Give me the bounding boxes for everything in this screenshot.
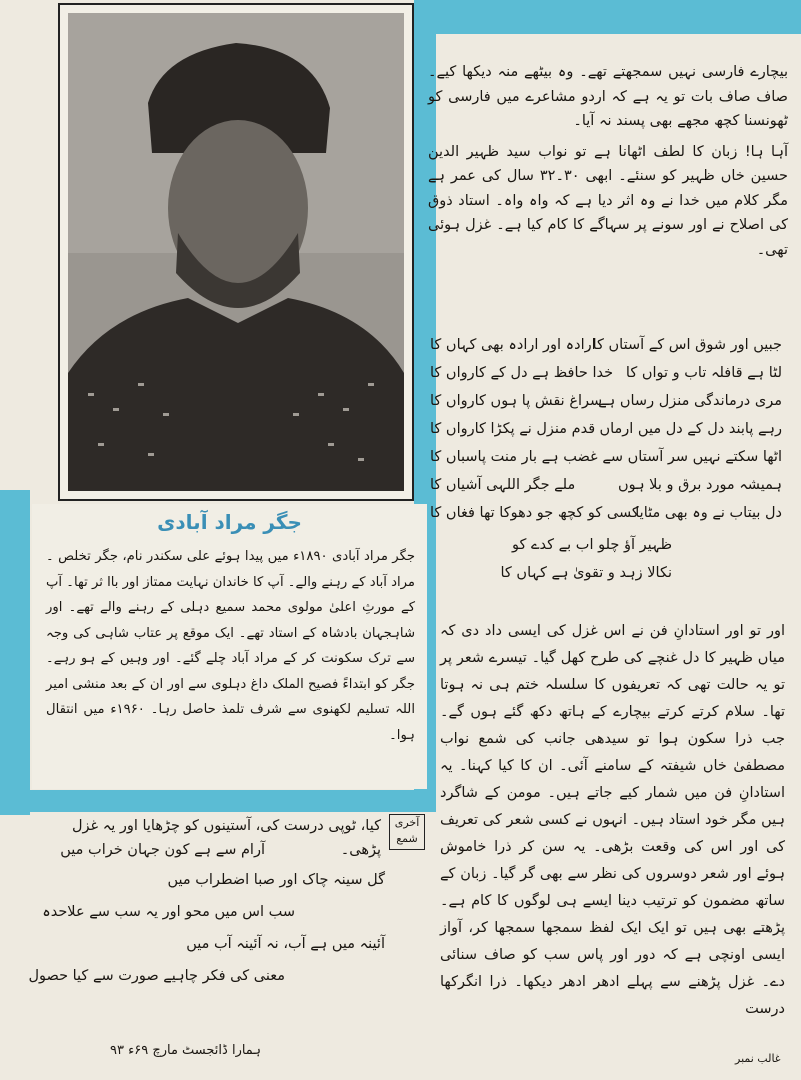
footer-magazine: ہمارا ڈائجسٹ مارچ ۶۹ء ۹۳ xyxy=(110,1043,261,1058)
footer-section: غالب نمبر xyxy=(735,1052,781,1065)
intro-text: کیا، ٹوپی درست کی، آستینوں کو چڑھایا اور یہ غزل پڑھی۔ xyxy=(71,818,381,858)
paragraph-1: بیچارے فارسی نہیں سمجھتے تھے۔ وہ بیٹھے منہ دیکھا کیے۔ صاف صاف بات تو یہ ہے کہ اردو مشاعرے میں فارسی کو ٹھونسنا کچھ مجھے بھی پسند نہ آیا۔ xyxy=(428,64,788,129)
blue-border-bottom xyxy=(0,790,436,812)
blue-border-left xyxy=(0,490,30,815)
verse-left: غضب ہے بار منت پاسباں کا xyxy=(430,449,598,465)
verse-center: ظہیر آؤ چلو اب بے کدے کو xyxy=(512,537,672,553)
article-top xyxy=(428,60,788,262)
verse-right: رہے پابند دل کے دل میں ارماں xyxy=(599,421,782,437)
verse-line: آرام سے ہے کون جہان خراب میں xyxy=(60,842,265,858)
blue-border-top xyxy=(414,0,801,34)
verse-center: نکالا زہد و تقویٰ ہے کہاں کا xyxy=(500,565,672,581)
verse-right: ہمیشہ مورد برق و بلا ہوں xyxy=(617,477,782,493)
portrait-photo xyxy=(68,13,404,491)
verse-left: خدا حافظ ہے دل کے کارواں کا xyxy=(430,365,614,381)
caption-title: جگر مراد آبادی xyxy=(157,510,302,534)
verse-right: جبیں اور شوق اس کے آستاں کا xyxy=(592,337,782,353)
verse-right: لٹا ہے قافلہ تاب و تواں کا xyxy=(625,365,782,381)
aakhri-shama-badge: آخری شمع xyxy=(389,814,425,850)
verse-line: سب اس میں محو اور یہ سب سے علاحدہ xyxy=(42,904,295,920)
verse-right: مری درماندگی منزل رساں ہے xyxy=(598,393,782,409)
article-bottom xyxy=(440,618,785,1023)
ghazal-verses xyxy=(430,337,782,627)
verse-left: کسی کو کچھ جو دھوکا تھا فغاں کا xyxy=(430,505,639,521)
next-section xyxy=(30,812,425,1042)
verse-left: ملے جگر اللہی آشیاں کا xyxy=(430,477,576,493)
verse-line: معنی کی فکر چاہیے صورت سے کیا حصول xyxy=(28,968,285,984)
portrait-illustration xyxy=(68,13,404,491)
caption-text: جگر مراد آبادی ۱۸۹۰ء میں پیدا ہوئے علی سکندر نام، جگر تخلص ۔ مراد آباد کے رہنے والے۔ آپ کا خاندان نہایت ممتاز اور باا ثر تھا۔ آپ کے مورثِ اعلیٰ مولوی محمد سمیع دہلی کے رہنے والے تھے۔ اور شاہجہان بادشاہ کے استاد تھے۔ ایک موقع پر عتاب شاہی کی وجہ سے ترک سکونت کر کے مراد آباد چلے گئے۔ اور وہیں کے ہو رہے۔ جگر کو ابتداءً فصیح الملک داغ دہلوی سے اور ان کے بعد منشی امیر اللہ تسلیم لکھنوی سے شرف تلمذ حاصل رہا۔ ۱۹۶۰ء میں انتقال ہوا۔ xyxy=(46,549,416,743)
verse-left: ارادہ اور ارادہ بھی کہاں کا xyxy=(430,337,596,353)
verse-left: قدم منزل نے پکڑا کارواں کا xyxy=(430,421,596,437)
verse-right: دل بیتاب نے وہ بھی مٹایا xyxy=(635,505,782,521)
verse-line: گل سینہ چاک اور صبا اضطراب میں xyxy=(167,872,385,888)
photo-frame xyxy=(58,3,414,501)
paragraph-3: اور تو اور استادانِ فن نے اس غزل کی ایسی داد دی کہ میاں ظہیر کا دل غنچے کی طرح کھل گیا۔ تیسرے شعر پر تو یہ حالت تھی کہ تعریفوں کا سلسلہ ختم ہی نہ ہوتا تھا۔ سلام کرتے کرتے بیچارے کے ہاتھ دکھ گئے ہوں گے۔ جب ذرا سکون ہوا تو سیدھی جانب کی شمع نواب مصطفیٰ خاں شیفتہ کے سامنے آئی۔ ان کا کیا کہنا۔ یہ استادانِ فن میں شمار کیے جاتے ہیں۔ مومن کے شاگرد ہیں مگر خود استاد ہیں۔ انہوں نے کسی شعر کی تعریف کی اور اس کی وقعت بڑھی۔ یہ سن کر ذرا خاموش ہوئے اور شعر دوسروں کی نظر سے بھی گر گیا۔ زبان کے ساتھ مضمون کو ترتیب دینا ایسے ہی لوگوں کا کام ہے۔ پڑھتے بھی ہیں تو ایک ایک لفظ سمجھا سمجھا کر، آواز ایسی اونچی ہے کہ دور اور پاس سب کو صاف سنائی دے۔ غزل پڑھنے سے پہلے ادھر ادھر دیکھا۔ ذرا انگرکھا درست xyxy=(440,623,785,1017)
paragraph-2: آہا ہا! زبان کا لطف اٹھانا ہے تو نواب سید ظہیر الدین حسین خاں ظہیر کو سنئے۔ ابھی ۳۰۔۳۲ سال کی عمر ہے مگر کلام میں خدا نے وہ اثر دیا ہے کہ واہ واہ۔ استاد ذوق کی اصلاح نے اور سونے پر سہاگے کا کام کیا ہے۔ غزل ہوئی تھی۔ xyxy=(428,143,788,258)
verse-right: اٹھا سکتے نہیں سر آستاں سے xyxy=(602,449,782,465)
photo-caption xyxy=(32,504,427,789)
verse-left: سراغ نقش پا ہوں کارواں کا xyxy=(430,393,603,409)
verse-line: آئینہ میں ہے آب، نہ آئینہ آب میں xyxy=(186,936,385,952)
